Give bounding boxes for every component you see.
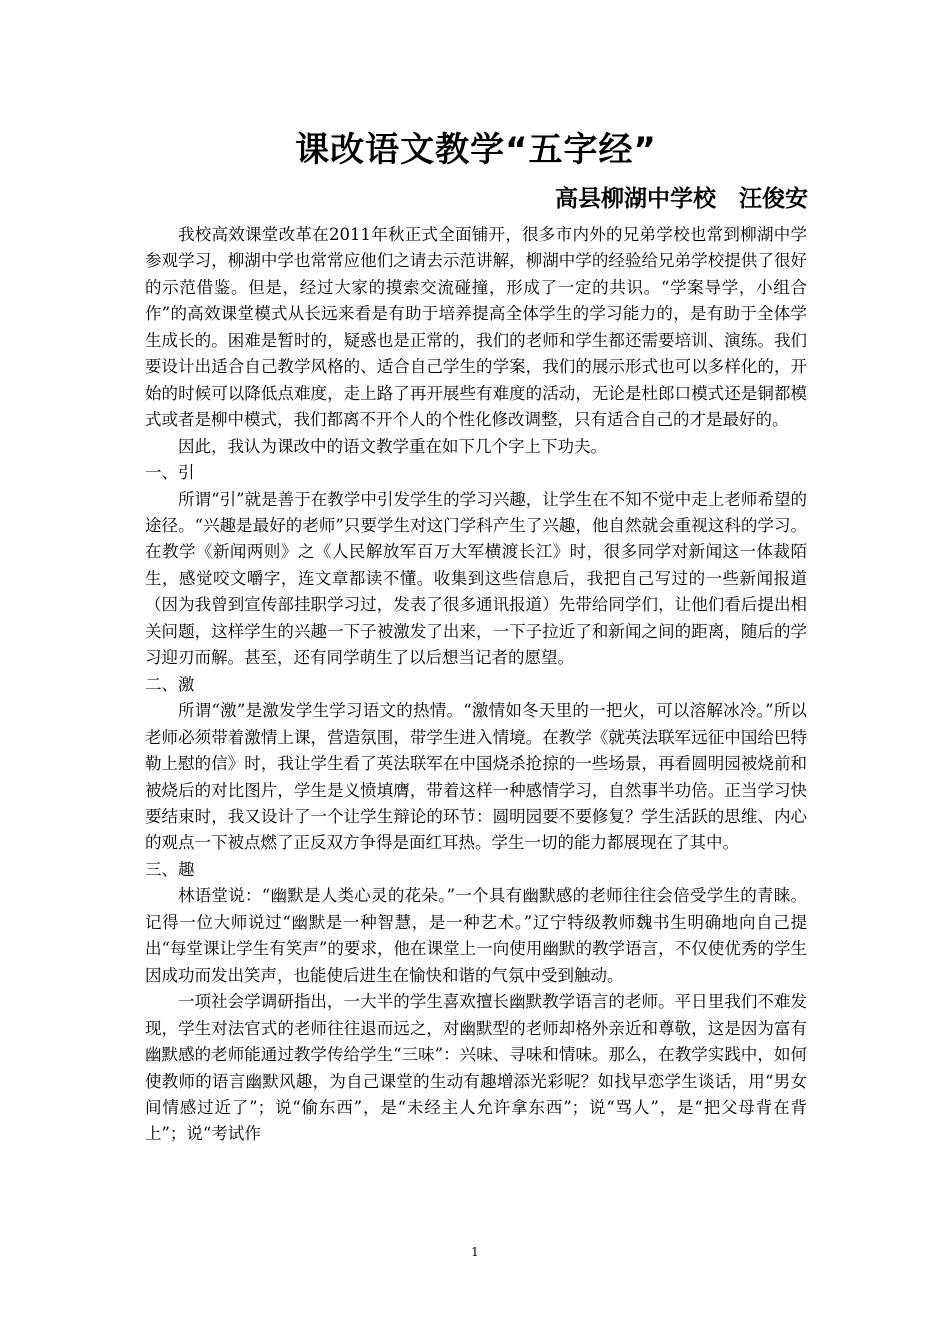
section-heading-ji: 二、激	[145, 674, 195, 694]
document-title: 课改语文教学“五字经”	[295, 130, 657, 170]
page-number: 1	[471, 1245, 479, 1259]
paragraph-intro: 我校高效课堂改革在2011年秋正式全面铺开，很多市内外的兄弟学校也常到柳湖中学参观学习，柳湖中学也常常应他们之请去示范讲解，柳湖中学的经验给兄弟学校提供了很好的示范借鉴。但是，经过大家的摸索交流碰撞，形成了一定的共识。“学案导学，小组合作”的高效课堂模式从长远来看是有助于培养提高全体学生的学习能力的，是有助于全体学生成长的。困难是暂时的，疑惑也是正常的，我们的老师和学生都还需要培训、演练。我们要设计出适合自己教学风格的、适合自己学生的学案，我们的展示形式也可以多样化的，开始的时候可以降低点难度，走上路了再开展些有难度的活动，无论是杜郎口模式还是铜都模式或者是柳中模式，我们都离不开个人的个性化修改调整，只有适合自己的才是最好的。	[145, 225, 807, 430]
paragraph-qu-2: 一项社会学调研指出，一大半的学生喜欢擅长幽默教学语言的老师。平日里我们不难发现，学生对法官式的老师往往退而远之，对幽默型的老师却格外亲近和尊敬，这是因为富有幽默感的老师能通过教学传给学生“三味”：兴味、寻味和情味。那么，在教学实践中，如何使教师的语言幽默风趣，为自己课堂的生动有趣增添光彩呢？如找早恋学生谈话，用“男女间情感过近了”；说“偷东西”，是“未经主人允许拿东西”；说“骂人”，是“把父母背在背上”；说“考试作	[145, 992, 807, 1144]
section-heading-yin: 一、引	[145, 463, 195, 483]
section-heading-qu: 三、趣	[145, 859, 195, 879]
document-body	[145, 222, 807, 1148]
paragraph-ji: 所谓“激”是激发学生学习语文的热情。“激情如冬天里的一把火，可以溶解冰冷。”所以老师必须带着激情上课，营造氛围，带学生进入情境。在教学《就英法联军远征中国给巴特勒上慰的信》时，我让学生看了英法联军在中国烧杀抢掠的一些场景，再看圆明园被烧前和被烧后的对比图片，学生是义愤填膺，带着这样一种感情学习，自然事半功倍。正当学习快要结束时，我又设计了一个让学生辩论的环节：圆明园要不要修复？学生活跃的思维、内心的观点一下被点燃了正反双方争得是面红耳热。学生一切的能力都展现在了其中。	[145, 701, 807, 853]
paragraph-qu-1: 林语堂说：“幽默是人类心灵的花朵。”一个具有幽默感的老师往往会倍受学生的青睐。记得一位大师说过“幽默是一种智慧，是一种艺术。”辽宁特级教师魏书生明确地向自己提出“每堂课让学生有笑声”的要求，他在课堂上一向使用幽默的教学语言，不仅使优秀的学生因成功而发出笑声，也能使后进生在愉快和谐的气氛中受到触动。	[145, 886, 807, 985]
author-byline: 高县柳湖中学校 汪俊安	[555, 186, 808, 212]
paragraph-yin: 所谓“引”就是善于在教学中引发学生的学习兴趣，让学生在不知不觉中走上老师希望的途径。“兴趣是最好的老师”只要学生对这门学科产生了兴趣，他自然就会重视这科的学习。在教学《新闻两则》之《人民解放军百万大军横渡长江》时，很多同学对新闻这一体裁陌生，感觉咬文嚼字，连文章都读不懂。收集到这些信息后，我把自己写过的一些新闻报道（因为我曾到宣传部挂职学习过，发表了很多通讯报道）先带给同学们，让他们看后提出相关问题，这样学生的兴趣一下子被激发了出来，一下子拉近了和新闻之间的距离，随后的学习迎刃而解。甚至，还有同学萌生了以后想当记者的愿望。	[145, 489, 807, 668]
paragraph-transition: 因此，我认为课改中的语文教学重在如下几个字上下功夫。	[178, 436, 607, 456]
